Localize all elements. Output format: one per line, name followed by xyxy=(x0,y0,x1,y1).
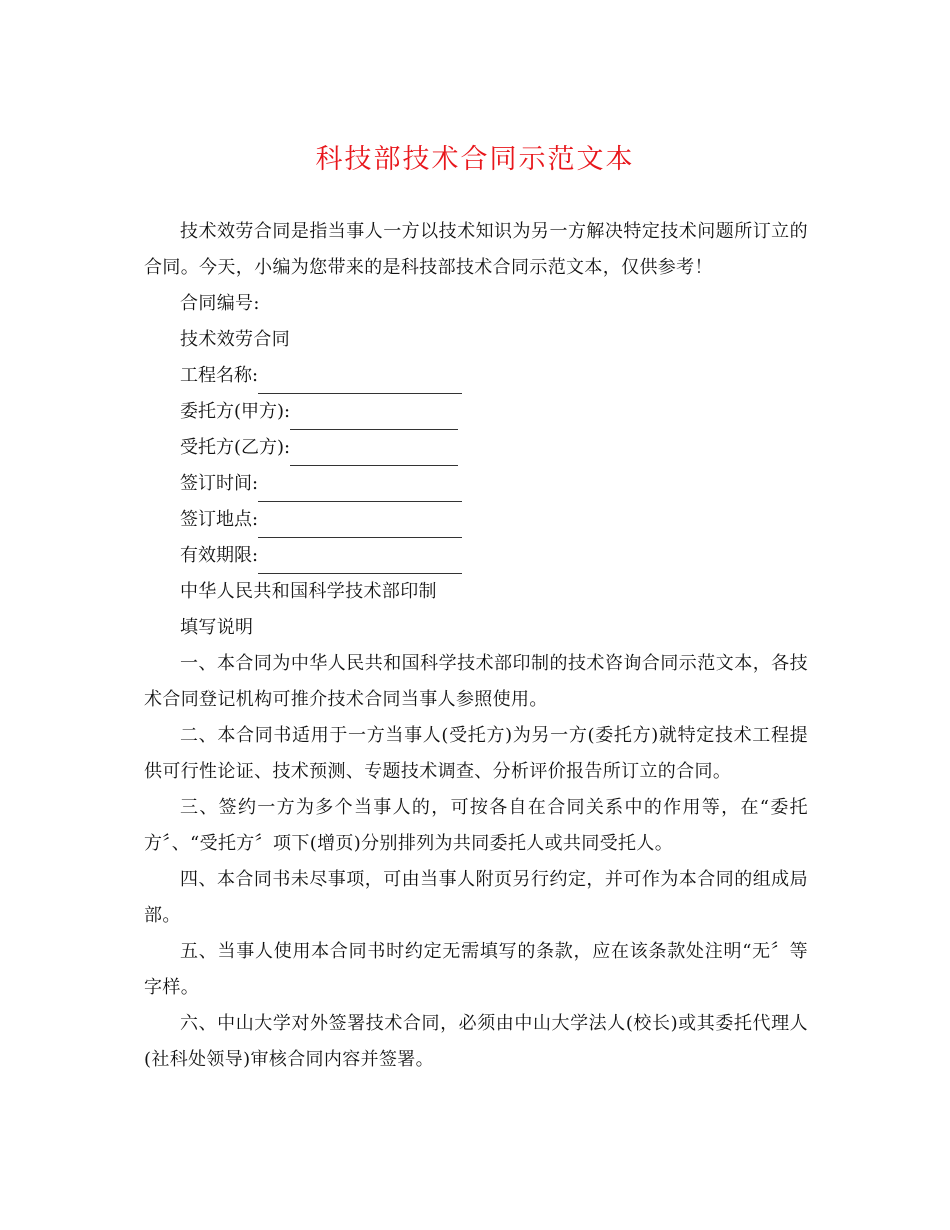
instruction-item: 六、中山大学对外签署技术合同，必须由中山大学法人(校长)或其委托代理人(社科处领导)审核合同内容并签署。 xyxy=(144,1013,808,1070)
field-label: 受托方(乙方): xyxy=(180,437,291,458)
blank-line[interactable] xyxy=(258,547,462,574)
field-label: 有效期限: xyxy=(180,545,259,566)
blank-line[interactable] xyxy=(290,403,458,430)
blank-line[interactable] xyxy=(258,367,462,394)
field-label: 委托方(甲方): xyxy=(180,401,291,422)
instruction-item: 四、本合同书未尽事项，可由当事人附页另行约定，并可作为本合同的组成局部。 xyxy=(144,869,808,926)
field-signing-place[interactable] xyxy=(144,502,808,538)
document-body xyxy=(144,214,808,1078)
blank-line[interactable] xyxy=(258,475,462,502)
contract-type: 技术效劳合同 xyxy=(180,329,291,350)
instruction-item: 三、签约一方为多个当事人的，可按各自在合同关系中的作用等，在“委托方〞、“受托方〞项下(增页)分别排列为共同委托人或共同受托人。 xyxy=(144,797,808,854)
instruction-item: 五、当事人使用本合同书时约定无需填写的条款，应在该条款处注明“无〞等字样。 xyxy=(144,941,808,998)
field-label: 工程名称: xyxy=(180,365,259,386)
field-contractor[interactable] xyxy=(144,430,808,466)
field-validity-period[interactable] xyxy=(144,538,808,574)
contract-number-label: 合同编号: xyxy=(180,293,260,314)
blank-line[interactable] xyxy=(258,511,462,538)
field-project-name[interactable] xyxy=(144,358,808,394)
blank-line[interactable] xyxy=(290,439,458,466)
field-signing-date[interactable] xyxy=(144,466,808,502)
field-label: 签订地点: xyxy=(180,509,259,530)
instruction-item: 一、本合同为中华人民共和国科学技术部印制的技术咨询合同示范文本，各技术合同登记机构可推介技术合同当事人参照使用。 xyxy=(144,653,808,710)
document-title: 科技部技术合同示范文本 xyxy=(315,144,635,175)
instruction-item: 二、本合同书适用于一方当事人(受托方)为另一方(委托方)就特定技术工程提供可行性论证、技术预测、专题技术调查、分析评价报告所订立的合同。 xyxy=(144,725,808,782)
field-label: 签订时间: xyxy=(180,473,259,494)
instructions-heading: 填写说明 xyxy=(180,617,254,638)
field-client[interactable] xyxy=(144,394,808,430)
intro-paragraph: 技术效劳合同是指当事人一方以技术知识为另一方解决特定技术问题所订立的合同。今天，小编为您带来的是科技部技术合同示范文本，仅供参考！ xyxy=(144,221,808,278)
publisher-line: 中华人民共和国科学技术部印制 xyxy=(180,581,437,602)
